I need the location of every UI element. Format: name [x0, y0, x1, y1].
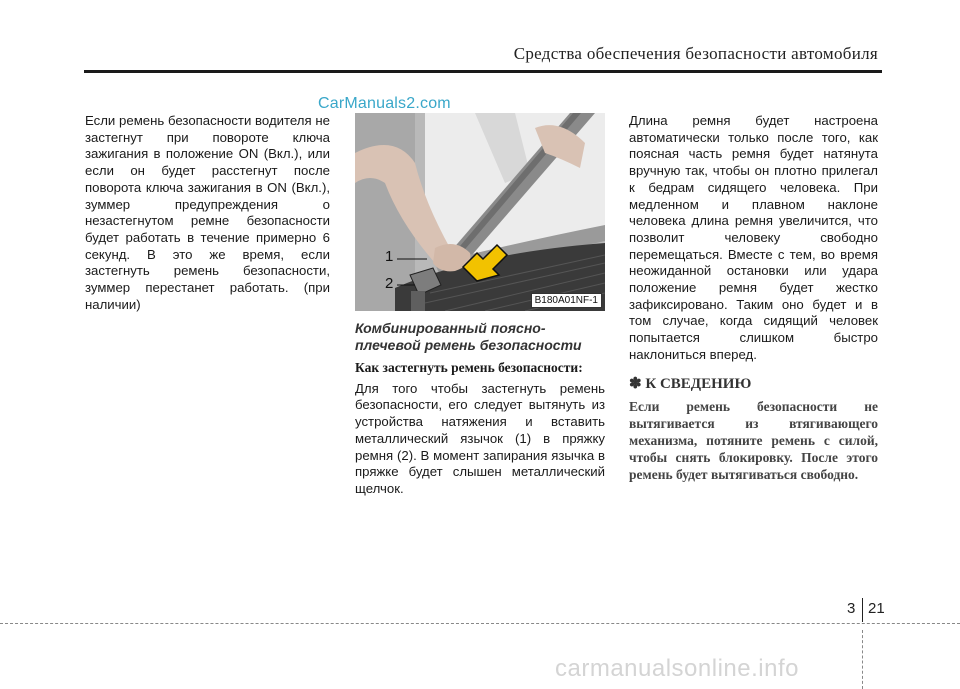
footer-rule	[0, 623, 960, 624]
watermark-bottom: carmanualsonline.info	[555, 655, 799, 682]
crop-mark	[862, 630, 863, 689]
how-to-fasten-heading: Как застегнуть ремень безопасности:	[355, 360, 583, 375]
section-title: Комбинированный поясно-плечевой ремень безопасности	[355, 320, 582, 353]
length-adjust-paragraph: Длина ремня будет настроена автоматически только после того, как поясная часть ремня будет натянута вручную так, чтобы он плотно прилегал к бедрам сидящего человека. При медленном и плавном наклоне человека длина ремня увеличится, что позволит человеку свободно перемещаться. Вместе с тем, во время неожиданной остановки или удара положение ремня будет жестко зафиксировано. Таким оно будет и в том случае, когда сидящий человек попытается слишком быстро наклониться вперед.	[629, 113, 878, 362]
note-title: ✽ К СВЕДЕНИЮ	[629, 375, 752, 392]
figure-code: B180A01NF-1	[531, 293, 602, 308]
column-2	[355, 320, 605, 498]
header-title: Средства обеспечения безопасности автомобиля	[513, 44, 878, 63]
watermark-top[interactable]: CarManuals2.com	[318, 95, 451, 112]
column-1	[85, 113, 330, 313]
callout-2: 2	[385, 275, 394, 292]
callout-1: 1	[385, 248, 394, 265]
buzzer-paragraph: Если ремень безопасности водителя не застегнут при повороте ключа зажигания в положение ON (Вкл.), или если он будет расстегнут после поворота ключа зажигания в ON (Вкл.), зуммер предупреждения о незастегнутом ремне безопасности будет работать в течение примерно 6 секунд. В это же время, если застегнуть ремень безопасности, зуммер перестанет работать. (при наличии)	[85, 113, 330, 312]
seatbelt-figure	[355, 113, 605, 311]
page-chapter: 3	[847, 600, 856, 617]
header-rule	[84, 70, 882, 73]
page-separator	[862, 598, 863, 622]
column-3	[629, 113, 878, 483]
note-body: Если ремень безопасности не вытягивается из втягивающего механизма, потяните ремень с силой, чтобы снять блокировку. После этого ремень будет вытягиваться свободно.	[629, 399, 878, 483]
fasten-paragraph: Для того чтобы застегнуть ремень безопасности, его следует вытянуть из устройства натяжения и вставить металлический язычок (1) в пряжку ремня (2). В момент запирания язычка в пряжке будет слышен металлический щелчок.	[355, 380, 605, 496]
page-number: 21	[868, 600, 885, 617]
